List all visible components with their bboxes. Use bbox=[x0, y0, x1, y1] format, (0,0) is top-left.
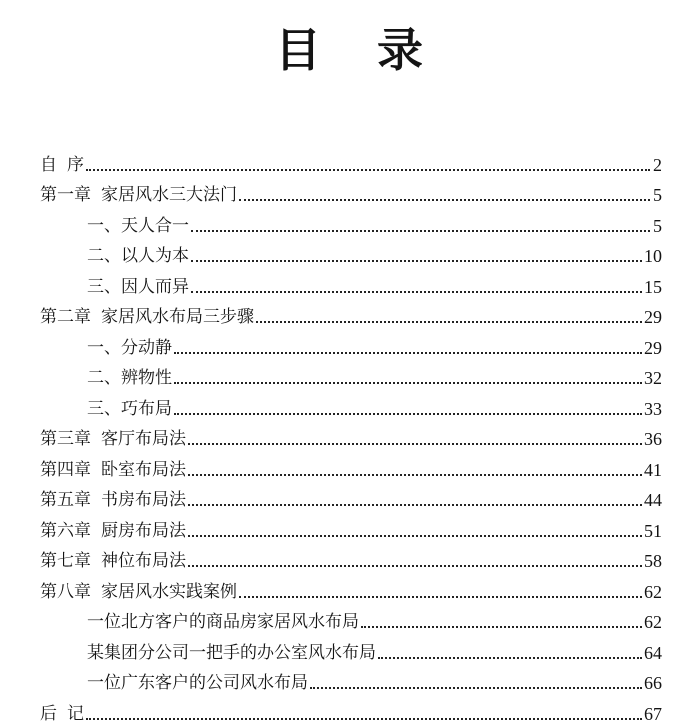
toc-entry-title: 卧室布局法 bbox=[101, 459, 186, 480]
toc-entry-section[interactable] bbox=[40, 389, 662, 420]
toc-entry-title: 一位广东客户的公司风水布局 bbox=[87, 673, 308, 693]
title-char-2: 录 bbox=[377, 23, 423, 77]
leader-dots bbox=[174, 382, 642, 384]
toc-entry-title: 巧布局 bbox=[121, 398, 172, 419]
toc-entry-page: 58 bbox=[644, 551, 662, 571]
toc-entry-chapter-7[interactable] bbox=[40, 542, 662, 573]
toc-entry-page: 5 bbox=[653, 215, 662, 236]
toc-entry-title: 天人合一 bbox=[121, 215, 189, 236]
toc-entry-title: 家居风水实践案例 bbox=[101, 581, 237, 602]
toc-entry-case[interactable] bbox=[40, 603, 662, 634]
toc-entry-chapter-4[interactable] bbox=[40, 450, 662, 481]
toc-entry-section[interactable] bbox=[40, 206, 662, 237]
toc-entry-page: 51 bbox=[644, 520, 662, 541]
toc-entry-chapter-6[interactable] bbox=[40, 511, 662, 542]
toc-entry-page: 33 bbox=[644, 398, 662, 419]
leader-dots bbox=[86, 718, 642, 720]
toc-entry-number: 第三章 bbox=[40, 429, 91, 449]
toc-entry-chapter-5[interactable] bbox=[40, 481, 662, 512]
toc-entry-page: 44 bbox=[644, 490, 662, 510]
leader-dots bbox=[310, 687, 642, 689]
toc-entry-title: 书房布局法 bbox=[101, 490, 186, 510]
toc-entry-page: 32 bbox=[644, 368, 662, 388]
toc-entry-title: 神位布局法 bbox=[101, 551, 186, 571]
toc-entry-section[interactable] bbox=[40, 328, 662, 359]
toc-entry-number: 第五章 bbox=[40, 490, 91, 510]
toc-entry-case[interactable] bbox=[40, 664, 662, 695]
toc-entry-title: 厨房布局法 bbox=[101, 520, 186, 541]
toc-entry-title: 某集团分公司一把手的办公室风水布局 bbox=[87, 642, 376, 663]
toc-entry-page: 64 bbox=[644, 642, 662, 663]
toc-entry-section[interactable] bbox=[40, 359, 662, 390]
toc-entry-title: 辨物性 bbox=[121, 368, 172, 388]
leader-dots bbox=[174, 413, 642, 415]
leader-dots bbox=[378, 657, 642, 659]
toc-entry-title: 家居风水三大法门 bbox=[101, 185, 237, 205]
toc-entry-section[interactable] bbox=[40, 267, 662, 298]
toc-entry-number: 三、 bbox=[87, 398, 121, 419]
toc-entry-number: 第二章 bbox=[40, 307, 91, 327]
toc-entry-title: 分动静 bbox=[121, 337, 172, 358]
toc-entry-page: 67 bbox=[644, 703, 662, 724]
leader-dots bbox=[188, 474, 642, 476]
toc-entry-number: 第一章 bbox=[40, 185, 91, 205]
toc-entry-number: 第六章 bbox=[40, 520, 91, 541]
toc-entry-chapter-8[interactable] bbox=[40, 572, 662, 603]
toc-entry-number: 二、 bbox=[87, 368, 121, 388]
toc-entry-number: 一、 bbox=[87, 215, 121, 236]
toc-entry-number: 后 bbox=[40, 703, 57, 724]
leader-dots bbox=[86, 169, 650, 171]
toc-entry-number: 第四章 bbox=[40, 459, 91, 480]
toc-entry-page: 2 bbox=[653, 154, 662, 175]
toc-entry-chapter-3[interactable] bbox=[40, 420, 662, 451]
leader-dots bbox=[188, 504, 642, 506]
toc-entry-number: 三、 bbox=[87, 276, 121, 297]
leader-dots bbox=[188, 443, 642, 445]
toc-entry-preface[interactable] bbox=[40, 145, 662, 176]
toc-entry-page: 29 bbox=[644, 307, 662, 327]
toc-entry-number: 第七章 bbox=[40, 551, 91, 571]
leader-dots bbox=[191, 291, 642, 293]
toc-entry-title: 以人为本 bbox=[121, 246, 189, 266]
toc-entry-number: 自 bbox=[40, 154, 57, 175]
leader-dots bbox=[256, 321, 642, 323]
toc-entry-number: 一、 bbox=[87, 337, 121, 358]
toc-entry-title: 序 bbox=[67, 154, 84, 175]
toc-entry-section[interactable] bbox=[40, 237, 662, 268]
toc-entry-title: 一位北方客户的商品房家居风水布局 bbox=[87, 612, 359, 632]
toc-entry-title: 记 bbox=[67, 703, 84, 724]
toc-entry-number: 二、 bbox=[87, 246, 121, 266]
toc-entry-title: 客厅布局法 bbox=[101, 429, 186, 449]
toc-entry-number: 第八章 bbox=[40, 581, 91, 602]
toc-entry-title: 家居风水布局三步骤 bbox=[101, 307, 254, 327]
toc-entry-page: 15 bbox=[644, 276, 662, 297]
page-title bbox=[0, 24, 698, 76]
toc-entry-case[interactable] bbox=[40, 633, 662, 664]
toc-entry-page: 36 bbox=[644, 429, 662, 449]
leader-dots bbox=[191, 230, 650, 232]
leader-dots bbox=[188, 565, 642, 567]
toc-entry-page: 5 bbox=[653, 185, 662, 205]
leader-dots bbox=[174, 352, 642, 354]
leader-dots bbox=[239, 596, 642, 598]
toc-entry-page: 62 bbox=[644, 612, 662, 632]
toc-entry-page: 62 bbox=[644, 581, 662, 602]
toc-entry-page: 10 bbox=[644, 246, 662, 266]
leader-dots bbox=[239, 199, 650, 201]
toc-entry-title: 因人而异 bbox=[121, 276, 189, 297]
toc-entry-chapter-1[interactable] bbox=[40, 176, 662, 207]
leader-dots bbox=[188, 535, 642, 537]
toc-entry-page: 41 bbox=[644, 459, 662, 480]
toc-entry-chapter-2[interactable] bbox=[40, 298, 662, 329]
toc-entry-page: 29 bbox=[644, 337, 662, 358]
leader-dots bbox=[191, 260, 642, 262]
table-of-contents bbox=[40, 145, 662, 725]
toc-entry-page: 66 bbox=[644, 673, 662, 693]
leader-dots bbox=[361, 626, 642, 628]
title-char-1: 目 bbox=[275, 23, 321, 77]
